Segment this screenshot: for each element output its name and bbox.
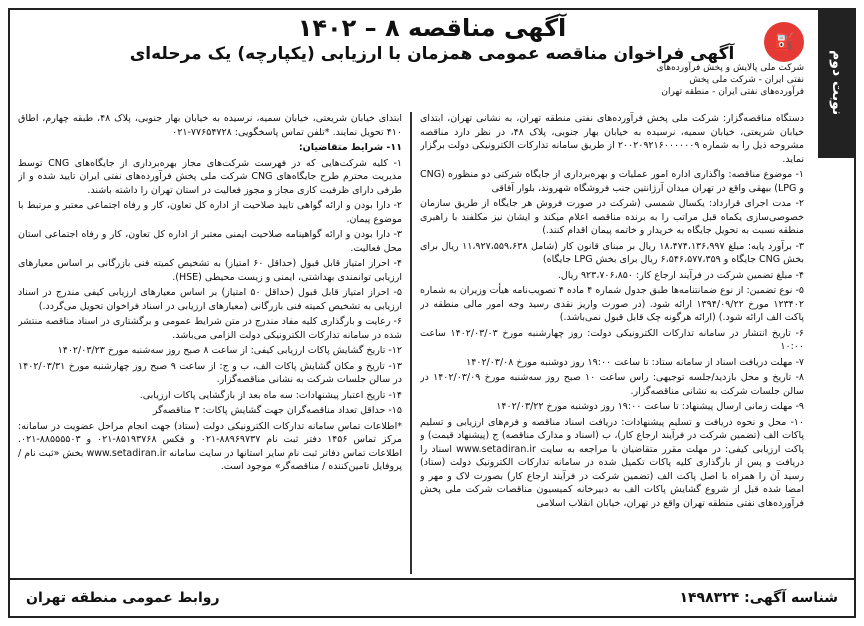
right-paragraph: ۶- تاریخ انتشار در سامانه تدارکات الکترونیکی دولت: روز چهارشنبه مورخ ۱۴۰۲/۰۳/۰۳ ساعت ۱۰:۰۰ — [420, 327, 804, 352]
left-paragraph: ۱۳- تاریخ و مکان گشایش پاکات الف، ب و ج: از ساعت ۹ صبح روز چهارشنبه مورخ ۱۴۰۲/۰۳/۳۱ در سالن جلسات شرکت به نشانی مناقصه‌گزار. — [18, 360, 402, 385]
footer — [8, 578, 856, 616]
content-columns — [18, 112, 804, 574]
column-divider — [410, 112, 412, 574]
right-paragraph: ۴- مبلغ تضمین شرکت در فرآیند ارجاع کار: ۹۲۳،۷۰۶،۸۵۰ ریال. — [557, 269, 804, 281]
right-paragraph: ۵- نوع تضمین: از نوع ضمانتنامه‌ها طبق جدول شماره ۴ ماده ۴ تصویب‌نامه هیأت وزیران به شماره ۱۲۳۴۰۲ مورخ ۱۳۹۴/۰۹/۲۲ ارائه شود. (در صورت واریز نقدی رسید وجه امور مالی منطقه در پاکت الف ارائه شود.) (ارائه هرگونه چک قابل قبول نمی‌باشد.) — [420, 285, 804, 323]
right-paragraph: ۳- برآورد پایه: مبلغ ۱۸،۴۷۴،۱۳۶،۹۹۷ ریال بر مبنای قانون کار (شامل ۱۱،۹۲۷،۵۵۹،۶۳۸ ریال برای بخش CNG جایگاه و ۶،۵۴۶،۵۷۷،۳۵۹ ریال برای بخش LPG جایگاه) — [420, 240, 804, 265]
header — [60, 14, 804, 94]
left-paragraph: ۶- رعایت و بارگذاری کلیه مفاد مندرج در متن شرایط عمومی و برگشتاری در اسناد مناقصه منتشر شده در سامانه تدارکات الکترونیکی دولت الزامی می‌باشد. — [18, 316, 402, 341]
left-paragraph: ۱۲- تاریخ گشایش پاکات ارزیابی کیفی: از ساعت ۸ صبح روز سه‌شنبه مورخ ۱۴۰۲/۰۳/۲۳ — [57, 345, 402, 356]
page-title: آگهی مناقصه ۸ – ۱۴۰۲ — [297, 14, 567, 42]
round-label-text: نوبت دوم — [829, 50, 845, 116]
left-paragraph: ۳- دارا بودن و ارائه گواهینامه صلاحیت ایمنی معتبر از اداره کل تعاون، کار و رفاه اجتماعی استان محل فعالیت. — [18, 229, 402, 254]
left-paragraph: ۵- احراز امتیاز قابل قبول (حداقل ۵۰ امتیاز) بر اساس معیارهای ارزیابی کیفی مندرج در اسناد ارزیابی به تشخیص کمیته فنی بازرگانی (معیارهای ارزیابی در اسناد فراخوان تحویل می‌گردد.) — [18, 287, 402, 312]
org-name: شرکت ملی پالایش و پخش فرآورده‌های نفتی ایران - شرکت ملی پخش فرآورده‌های نفتی ایران - منطقه تهران — [656, 63, 804, 97]
left-column — [18, 112, 402, 574]
round-label — [818, 8, 856, 158]
left-paragraph: ۴- احراز امتیاز قابل قبول (حداقل ۶۰ امتیاز) به تشخیص کمیته فنی بازرگانی بر اساس معیارهای ارزیابی توانمندی بهداشتی، ایمنی و زیست محیطی (HSE). — [18, 258, 402, 283]
left-paragraph: *اطلاعات تماس سامانه تدارکات الکترونیکی دولت (ستاد) جهت انجام مراحل عضویت در سامانه: مرکز تماس ۱۴۵۶ دفتر ثبت نام ۸۸۹۶۹۷۳۷-۰۲۱ و فکس ۸۵۱۹۳۷۶۸-۰۲۱ و ۸۸۵۵۵۵۰۳-۰۲۱. اطلاعات تماس دفاتر ثبت نام سایر استانها در سایت سامانه www.setadiran.ir بخش «ثبت نام / پروفایل تامین‌کننده / مناقصه‌گر» موجود است. — [18, 420, 402, 472]
left-paragraph: ۱۵- حداقل تعداد مناقصه‌گران جهت گشایش پاکات: ۳ مناقصه‌گر — [152, 405, 402, 416]
right-column — [420, 112, 804, 574]
right-paragraph: دستگاه مناقصه‌گزار: شرکت ملی پخش فرآورده‌های نفتی منطقه تهران، به نشانی تهران، ابتدای خیابان شریعتی، خیابان سمیه، نرسیده به خیابان بهار جنوبی، پلاک ۴۸، در نظر دارد مناقصه مشروحه ذیل را به شماره ۲۰۰۲۰۹۲۱۶۰۰۰۰۰۰۹ از طریق سامانه تدارکات الکترونیکی دولت برگزار نماید. — [420, 113, 804, 165]
right-paragraph: ۸- تاریخ و محل بازدید/جلسه توجیهی: راس ساعت ۱۰ صبح روز سه‌شنبه مورخ ۱۴۰۲/۰۳/۰۹ در سالن جلسات شرکت به نشانی مناقصه‌گزار. — [420, 372, 804, 397]
left-section-title: ۱۱- شرایط متقاضیان: — [298, 142, 402, 153]
right-paragraph: ۱۰- محل و نحوه دریافت و تسلیم پیشنهادات: دریافت اسناد مناقصه و فرم‌های ارزیابی و تسلیم پاکات الف (تضمین شرکت در فرآیند ارجاع کار)، ب (اسناد و مدارک مناقصه) ج (پیشنهاد قیمت) و پاکت ارزیابی کیفی: در مهلت مقرر متقاضیان با مراجعه به سایت www.setadiran.ir اسناد را دریافت و پس از بارگذاری کلیه پاکات تکمیل شده در سامانه تدارکات الکترونیک دولت (ستاد) رسید آن را همراه با اصل پاکت الف (تضمین شرکت در فرآیند ارجاع کار) بصورت لاک و مهر و امضا شده قبل از شروع گشایش پاکات الف به دبیرخانه کمیسیون مناقصات شرکت ملی پخش فرآورده‌های نفتی منطقه تهران واقع در تهران، خیابان انقلاب اسلامی — [420, 416, 804, 509]
page-subtitle: آگهی فراخوان مناقصه عمومی همزمان با ارزیابی (یکپارچه) یک مرحله‌ای — [129, 44, 735, 64]
oil-company-logo-icon: ⛽ — [764, 22, 804, 62]
right-paragraph: ۹- مهلت زمانی ارسال پیشنهاد: تا ساعت ۱۹:۰۰ روز دوشنبه مورخ ۱۴۰۲/۰۳/۲۲ — [496, 401, 804, 412]
left-paragraph: ۱- کلیه شرکت‌هایی که در فهرست شرکت‌های مجاز بهره‌برداری از جایگاه‌های CNG توسط مدیریت محترم طرح جایگاه‌های CNG شرکت ملی پخش فرآورده‌های نفتی ایران تایید شده و از طرفی دارای ظرفیت کاری مجاز و مجوز فعالیت در استان تهران را داشته باشند. — [18, 157, 402, 196]
left-paragraph: ۱۴- تاریخ اعتبار پیشنهادات: سه ماه بعد از بازگشایی پاکات ارزیابی. — [139, 389, 402, 401]
left-paragraph: ۲- دارا بودن و ارائه گواهی تایید صلاحیت از اداره کل تعاون، کار و رفاه اجتماعی معتبر و مرتبط با موضوع پیمان. — [18, 200, 402, 225]
left-paragraph: ابتدای خیابان شریعتی، خیابان سمیه، نرسیده به خیابان بهار جنوبی، پلاک ۴۸، طبقه چهارم، اطاق ۴۱۰ تحویل نمایند. *تلفن تماس پاسخگویی: ۷۷۶۵۴۷۲۸-۰۲۱ — [18, 113, 402, 138]
right-paragraph: ۲- مدت اجرای قرارداد: یکسال شمسی (شرکت در صورت فروش هر جایگاه از طریق سازمان خصوصی‌سازی یکماه قبل مراتب را به برنده مناقصه اعلام میکند و ایشان نیز مکلفند با راهبری منطقه نسبت به تحویل جایگاه به خریدار و خاتمه پیمان اقدام کنند.) — [420, 198, 804, 236]
publisher-name: روابط عمومی منطقه تهران — [26, 590, 220, 606]
right-paragraph: ۷- مهلت دریافت اسناد از سامانه ستاد: تا ساعت ۱۹:۰۰ روز دوشنبه مورخ ۱۴۰۲/۰۳/۰۸ — [466, 356, 804, 368]
right-paragraph: ۱- موضوع مناقصه: واگذاری اداره امور عملیات و بهره‌برداری از جایگاه شرکتی دو منظوره (CNG و LPG) بیهقی واقع در تهران میدان آرژانتین جنب فروشگاه شهروند، بلوار آفاقی — [420, 169, 804, 194]
ad-number: شناسه آگهی: ۱۴۹۸۳۲۴ — [679, 590, 838, 606]
